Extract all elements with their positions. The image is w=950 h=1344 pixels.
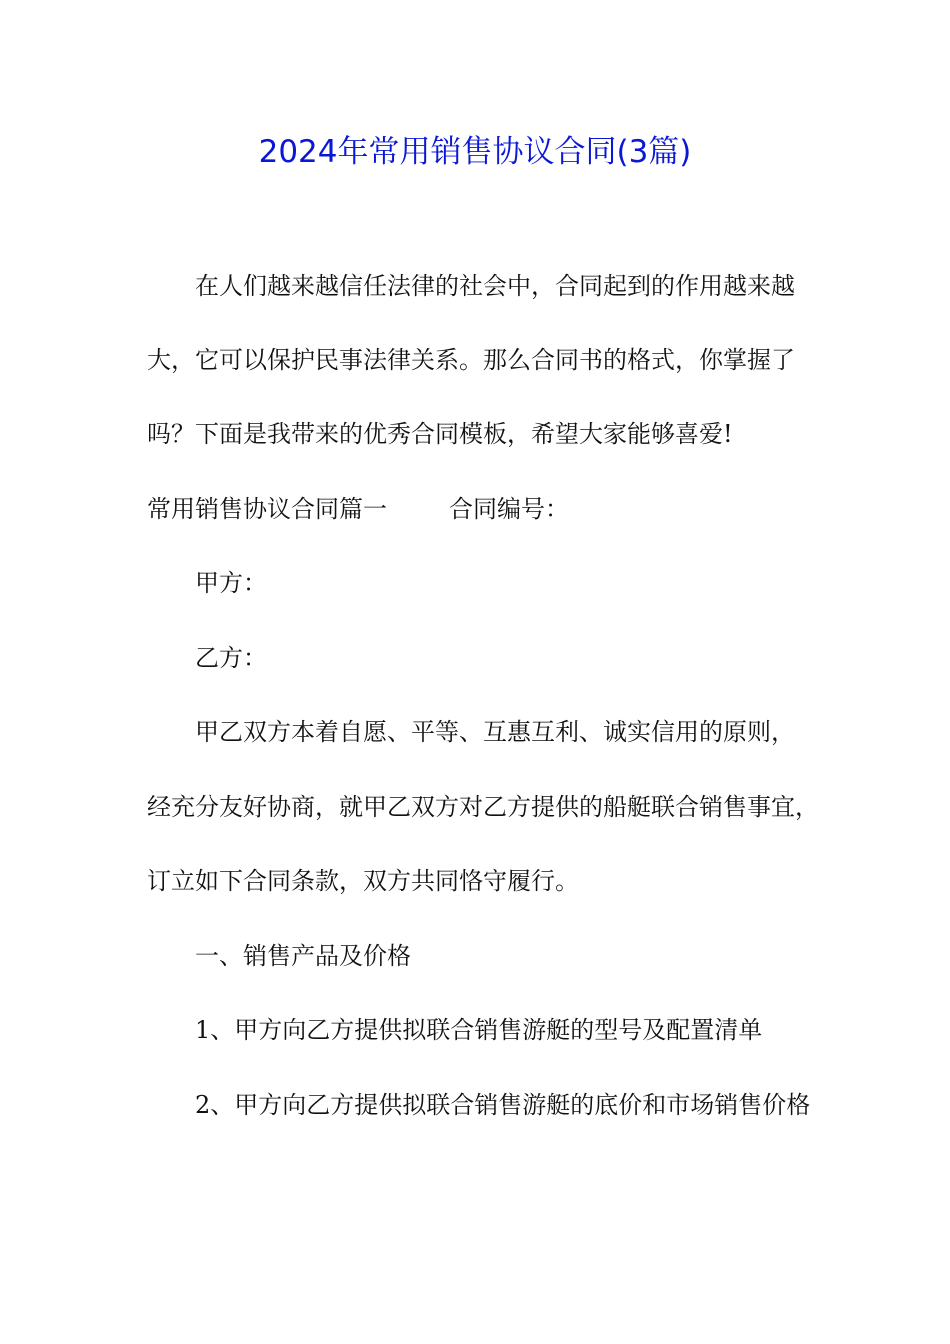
clause-item-1: 1、甲方向乙方提供拟联合销售游艇的型号及配置清单 [195, 1016, 763, 1044]
paragraph-line-4: 甲乙双方本着自愿、平等、互惠互利、诚实信用的原则， [195, 718, 795, 746]
paragraph-line-5: 经充分友好协商，就甲乙双方对乙方提供的船艇联合销售事宜， [147, 793, 819, 821]
paragraph-line-3: 吗？下面是我带来的优秀合同模板，希望大家能够喜爱! [147, 420, 733, 448]
clause-item-2: 2、甲方向乙方提供拟联合销售游艇的底价和市场销售价格 [195, 1091, 811, 1119]
section-heading-row [147, 491, 569, 527]
clause-heading-1: 一、销售产品及价格 [195, 942, 411, 970]
paragraph-line-1: 在人们越来越信任法律的社会中，合同起到的作用越来越 [195, 272, 795, 300]
party-b-label: 乙方： [195, 644, 267, 672]
contract-number-label: 合同编号： [449, 495, 569, 523]
paragraph-line-6: 订立如下合同条款，双方共同恪守履行。 [147, 867, 579, 895]
section-heading: 常用销售协议合同篇一 [147, 495, 387, 523]
document-title: 2024年常用销售协议合同(3篇) [258, 134, 692, 170]
paragraph-line-2: 大，它可以保护民事法律关系。那么合同书的格式，你掌握了 [147, 346, 795, 374]
party-a-label: 甲方： [195, 569, 267, 597]
